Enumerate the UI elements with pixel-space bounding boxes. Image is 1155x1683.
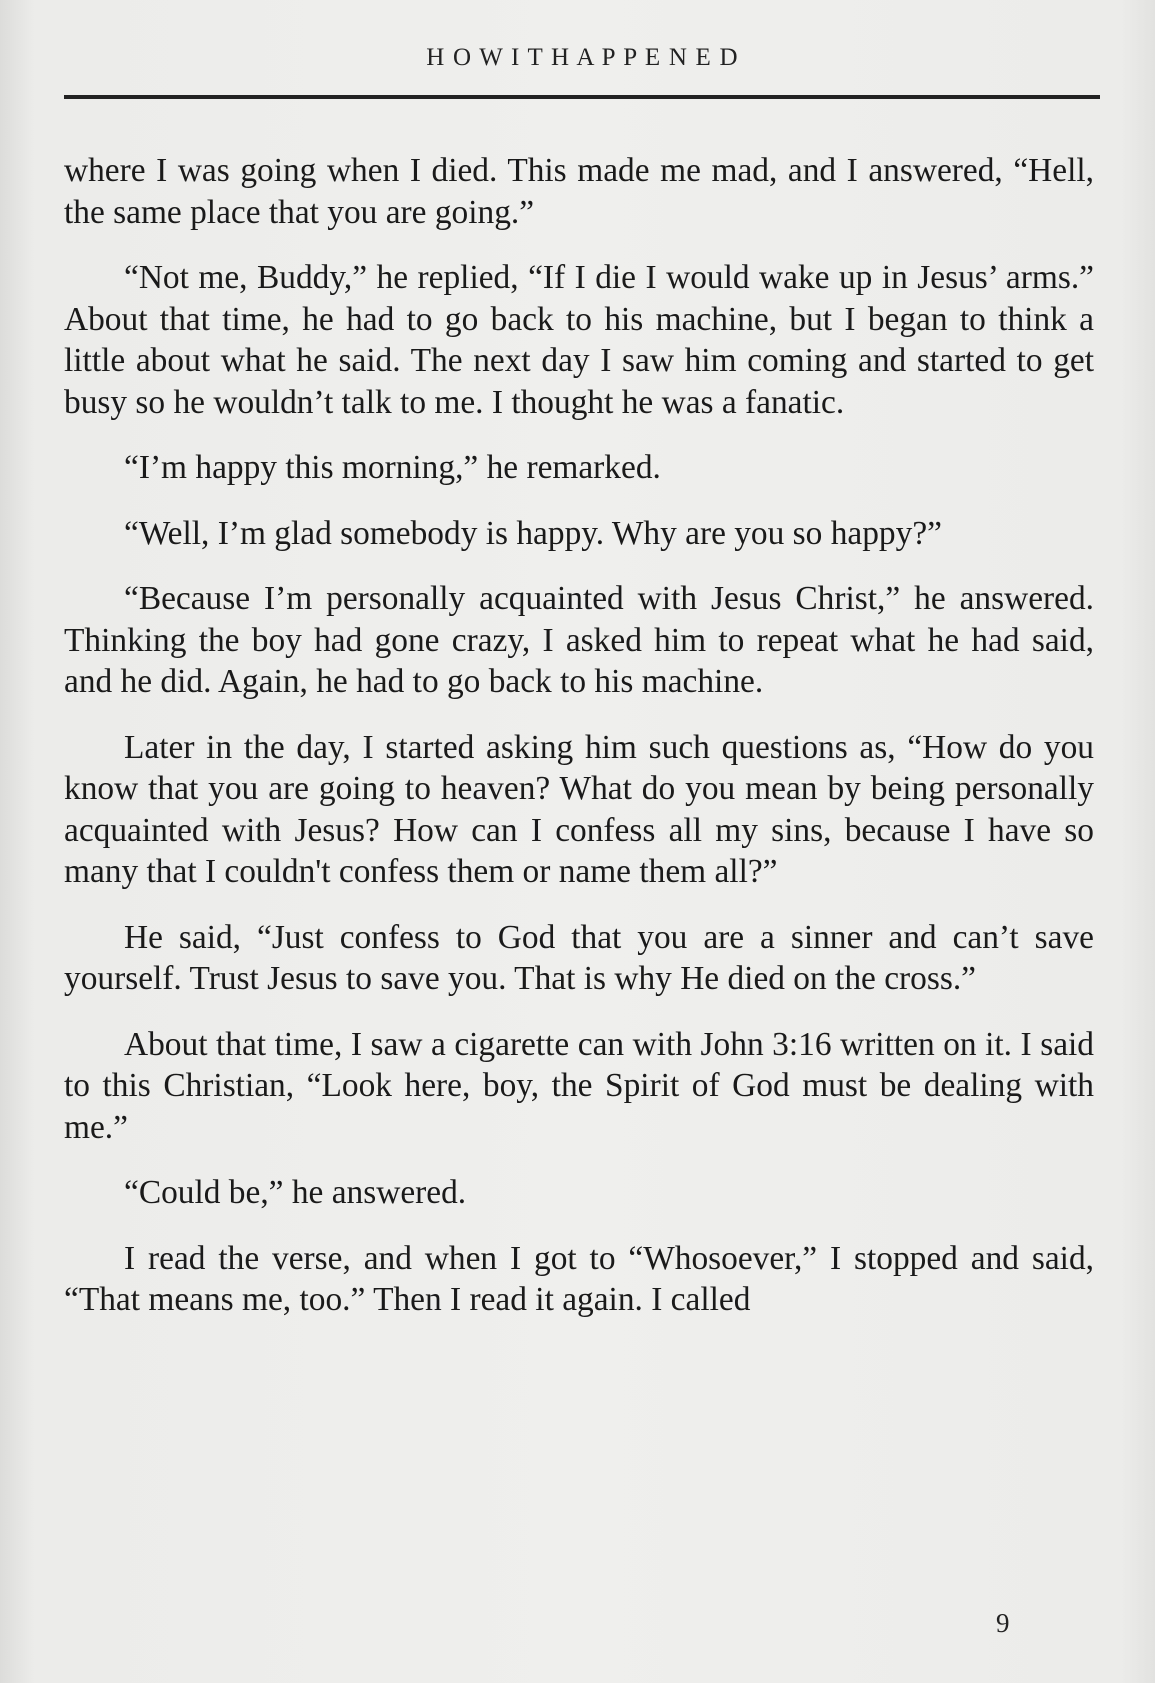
paragraph: About that time, I saw a cigarette can with John 3:16 written on it. I said to this Christian, “Look here, boy, the Spirit of God must be dealing with me.” — [64, 1025, 1094, 1146]
page-number: 9 — [996, 1608, 1010, 1638]
paragraph: “I’m happy this morning,” he remarked. — [124, 449, 661, 486]
paragraph: “Because I’m personally acquainted with Jesus Christ,” he answered. Thinking the boy had gone crazy, I asked him to repeat what he had said, and he did. Again, he had to go back to his machine. — [64, 580, 1094, 700]
paragraph: “Could be,” he answered. — [124, 1174, 467, 1211]
paragraph: “Not me, Buddy,” he replied, “If I die I would wake up in Jesus’ arms.” About that time, he had to go back to his machine, but I began to think a little about what he said. The next day I saw him coming and started to get busy so he wouldn’t talk to me. I thought he was a fanatic. — [64, 259, 1094, 421]
body-text — [64, 150, 1094, 1345]
paragraph: where I was going when I died. This made me mad, and I answered, “Hell, the same place that you are going.” — [64, 152, 1094, 231]
paragraph: He said, “Just confess to God that you are a sinner and can’t save yourself. Trust Jesus to save you. That is why He died on the cross.” — [64, 918, 1094, 997]
paragraph: Later in the day, I started asking him such questions as, “How do you know that you are going to heaven? What do you mean by being personally acquainted with Jesus? How can I confess all my sins, because I have so many that I couldn't confess them or name them all?” — [64, 728, 1094, 890]
running-head-title: H O W I T H A P P E N E D — [426, 44, 738, 71]
header-rule — [64, 95, 1100, 99]
paragraph: “Well, I’m glad somebody is happy. Why are you so happy?” — [124, 514, 942, 552]
paragraph: I read the verse, and when I got to “Whosoever,” I stopped and said, “That means me, too.” Then I read it again. I called — [64, 1239, 1094, 1318]
